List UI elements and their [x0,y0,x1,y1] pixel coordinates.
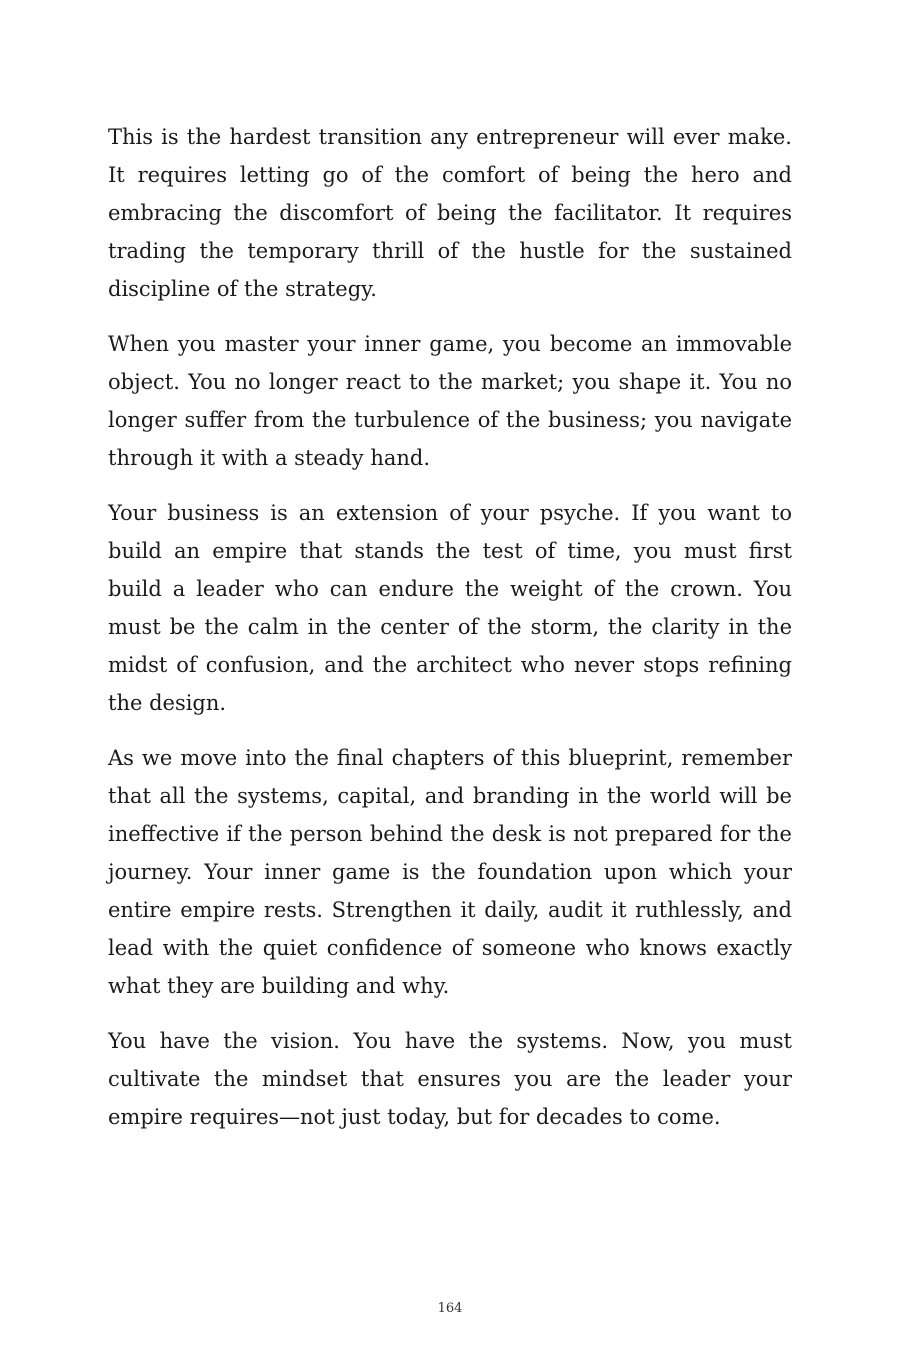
paragraph: Your business is an extension of your psyche. If you want to build an empire that stands the test of time, you must first build a leader who can endure the weight of the crown. You must be the calm in the center of the storm, the clarity in the midst of confusion, and the architect who never stops refining the design. [108,501,792,715]
paragraph: When you master your inner game, you become an immovable object. You no longer react to the market; you shape it. You no longer suffer from the turbulence of the business; you navigate through it with a steady hand. [108,332,792,470]
page-number: 164 [437,1301,463,1316]
paragraph: You have the vision. You have the systems. Now, you must cultivate the mindset that ensures you are the leader your empire requires—not just today, but for decades to come. [108,1029,792,1129]
body-text [108,118,792,1153]
paragraph: As we move into the final chapters of this blueprint, remember that all the systems, capital, and branding in the world will be ineffective if the person behind the desk is not prepared for the journey. Your inner game is the foundation upon which your entire empire rests. Strengthen it daily, audit it ruthlessly, and lead with the quiet confidence of someone who knows exactly what they are building and why. [108,746,792,998]
paragraph: This is the hardest transition any entrepreneur will ever make. It requires letting go of the comfort of being the hero and embracing the discomfort of being the facilitator. It requires trading the temporary thrill of the hustle for the sustained discipline of the strategy. [108,125,792,301]
